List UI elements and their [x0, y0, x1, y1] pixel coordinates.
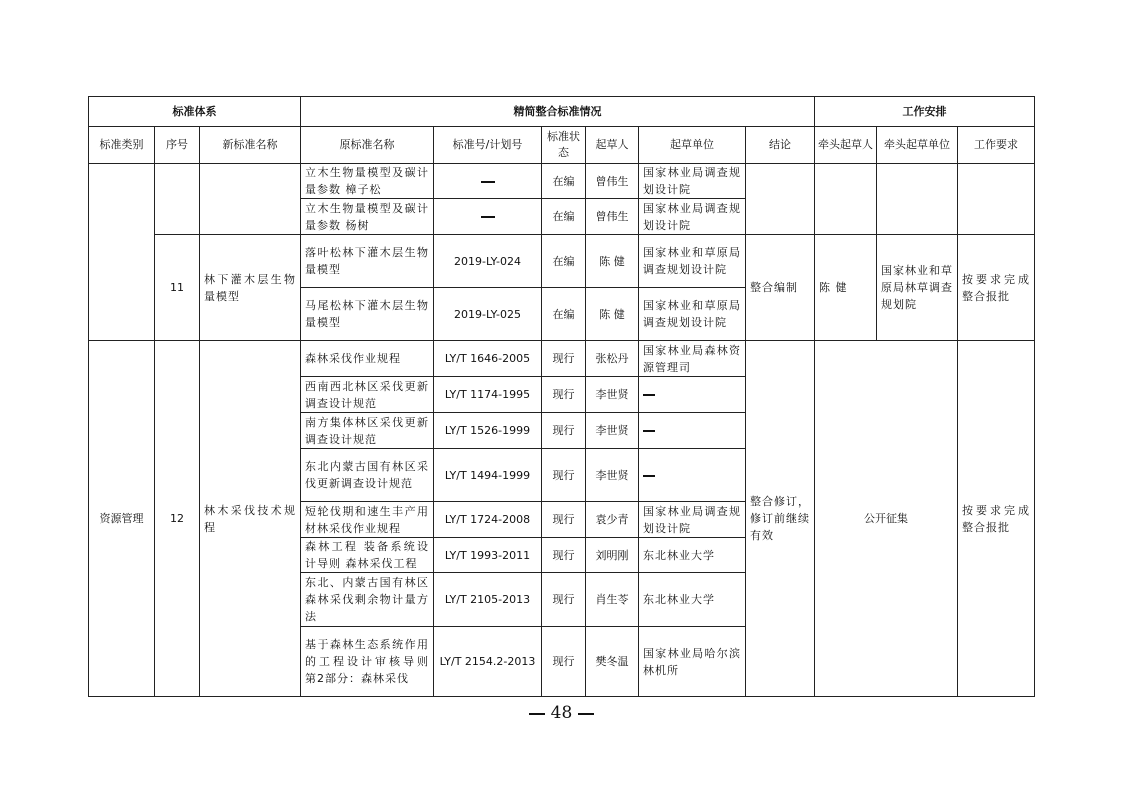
table-row: [89, 341, 1035, 377]
std-no-cell: 2019-LY-025: [434, 288, 542, 341]
drafter-cell: 樊冬温: [586, 627, 639, 697]
orig-name-cell: 西南西北林区采伐更新调查设计规范: [301, 377, 434, 413]
orig-name-cell: 东北、内蒙古国有林区森林采伐剩余物计量方法: [301, 573, 434, 627]
std-no-cell: LY/T 1724-2008: [434, 502, 542, 538]
new-name-cell-empty: [200, 164, 301, 235]
status-cell: 现行: [542, 573, 586, 627]
unit-cell: 国家林业局森林资源管理司: [639, 341, 746, 377]
group-header-consolidation: 精简整合标准情况: [301, 97, 815, 127]
category-cell-empty: [89, 164, 155, 341]
group-header-row: [89, 97, 1035, 127]
drafter-cell: 肖生苓: [586, 573, 639, 627]
col-header-seq: 序号: [155, 127, 200, 164]
status-cell: 在编: [542, 164, 586, 199]
lead-drafter-cell: 陈 健: [815, 235, 877, 341]
drafter-cell: 曾伟生: [586, 199, 639, 235]
orig-name-cell: 基于森林生态系统作用的工程设计审核导则 第2部分：森林采伐: [301, 627, 434, 697]
status-cell: 在编: [542, 199, 586, 235]
requirement-cell-empty: [958, 164, 1035, 235]
unit-cell: 国家林业局调查规划设计院: [639, 199, 746, 235]
page-number: [0, 703, 1123, 723]
category-cell: 资源管理: [89, 341, 155, 697]
new-name-cell: 林木采伐技术规程: [200, 341, 301, 697]
status-cell: 在编: [542, 288, 586, 341]
drafter-cell: 袁少青: [586, 502, 639, 538]
unit-cell: 东北林业大学: [639, 538, 746, 573]
conclusion-cell-empty: [746, 164, 815, 235]
unit-cell: [639, 413, 746, 449]
std-no-cell: [434, 164, 542, 199]
status-cell: 现行: [542, 413, 586, 449]
lead-cell: 公开征集: [815, 341, 958, 697]
drafter-cell: 陈 健: [586, 288, 639, 341]
table-row: [89, 164, 1035, 199]
col-header-std-no: 标准号/计划号: [434, 127, 542, 164]
conclusion-cell: 整合编制: [746, 235, 815, 341]
col-header-draft-unit: 起草单位: [639, 127, 746, 164]
drafter-cell: 曾伟生: [586, 164, 639, 199]
drafter-cell: 张松丹: [586, 341, 639, 377]
std-no-cell: LY/T 1174-1995: [434, 377, 542, 413]
status-cell: 现行: [542, 449, 586, 502]
orig-name-cell: 落叶松林下灌木层生物量模型: [301, 235, 434, 288]
status-cell: 现行: [542, 502, 586, 538]
orig-name-cell: 立木生物量模型及碳计量参数 樟子松: [301, 164, 434, 199]
unit-cell: 国家林业和草原局调查规划设计院: [639, 288, 746, 341]
unit-cell: 国家林业和草原局调查规划设计院: [639, 235, 746, 288]
unit-cell: [639, 449, 746, 502]
page-number-left-dash: [529, 713, 545, 715]
std-no-cell: LY/T 1993-2011: [434, 538, 542, 573]
col-header-drafter: 起草人: [586, 127, 639, 164]
page-number-value: 48: [550, 703, 573, 723]
column-header-row: [89, 127, 1035, 164]
drafter-cell: 李世贤: [586, 377, 639, 413]
drafter-cell: 李世贤: [586, 413, 639, 449]
requirement-cell: 按要求完成整合报批: [958, 235, 1035, 341]
status-cell: 在编: [542, 235, 586, 288]
requirement-cell: 按要求完成整合报批: [958, 341, 1035, 697]
col-header-status: 标准状态: [542, 127, 586, 164]
orig-name-cell: 东北内蒙古国有林区采伐更新调查设计规范: [301, 449, 434, 502]
dash-mark: [643, 430, 655, 432]
std-no-cell: 2019-LY-024: [434, 235, 542, 288]
lead-unit-cell: 国家林业和草原局林草调查规划院: [877, 235, 958, 341]
unit-cell: 国家林业局哈尔滨林机所: [639, 627, 746, 697]
seq-cell: 11: [155, 235, 200, 341]
orig-name-cell: 短轮伐期和速生丰产用材林采伐作业规程: [301, 502, 434, 538]
std-no-cell: LY/T 1646-2005: [434, 341, 542, 377]
col-header-conclusion: 结论: [746, 127, 815, 164]
orig-name-cell: 马尾松林下灌木层生物量模型: [301, 288, 434, 341]
std-no-cell: LY/T 2154.2-2013: [434, 627, 542, 697]
col-header-category: 标准类别: [89, 127, 155, 164]
unit-cell: 国家林业局调查规划设计院: [639, 164, 746, 199]
seq-cell-empty: [155, 164, 200, 235]
std-no-cell: LY/T 1526-1999: [434, 413, 542, 449]
status-cell: 现行: [542, 341, 586, 377]
status-cell: 现行: [542, 538, 586, 573]
std-no-cell: LY/T 2105-2013: [434, 573, 542, 627]
status-cell: 现行: [542, 377, 586, 413]
col-header-lead-unit: 牵头起草单位: [877, 127, 958, 164]
seq-cell: 12: [155, 341, 200, 697]
lead-drafter-cell-empty: [815, 164, 877, 235]
group-header-standards-system: 标准体系: [89, 97, 301, 127]
page-number-right-dash: [578, 713, 594, 715]
drafter-cell: 陈 健: [586, 235, 639, 288]
std-no-cell: [434, 199, 542, 235]
dash-mark: [643, 394, 655, 396]
table-row: [89, 235, 1035, 288]
orig-name-cell: 立木生物量模型及碳计量参数 杨树: [301, 199, 434, 235]
lead-unit-cell-empty: [877, 164, 958, 235]
orig-name-cell: 森林工程 装备系统设计导则 森林采伐工程: [301, 538, 434, 573]
dash-mark: [481, 181, 495, 183]
orig-name-cell: 南方集体林区采伐更新调查设计规范: [301, 413, 434, 449]
std-no-cell: LY/T 1494-1999: [434, 449, 542, 502]
dash-mark: [481, 216, 495, 218]
orig-name-cell: 森林采伐作业规程: [301, 341, 434, 377]
drafter-cell: 刘明刚: [586, 538, 639, 573]
drafter-cell: 李世贤: [586, 449, 639, 502]
conclusion-cell: 整合修订，修订前继续有效: [746, 341, 815, 697]
col-header-requirement: 工作要求: [958, 127, 1035, 164]
standards-table: [88, 96, 1035, 697]
col-header-lead-drafter: 牵头起草人: [815, 127, 877, 164]
dash-mark: [643, 475, 655, 477]
unit-cell: [639, 377, 746, 413]
group-header-work-arrangement: 工作安排: [815, 97, 1035, 127]
col-header-orig-name: 原标准名称: [301, 127, 434, 164]
unit-cell: 东北林业大学: [639, 573, 746, 627]
unit-cell: 国家林业局调查规划设计院: [639, 502, 746, 538]
new-name-cell: 林下灌木层生物量模型: [200, 235, 301, 341]
col-header-new-name: 新标准名称: [200, 127, 301, 164]
status-cell: 现行: [542, 627, 586, 697]
